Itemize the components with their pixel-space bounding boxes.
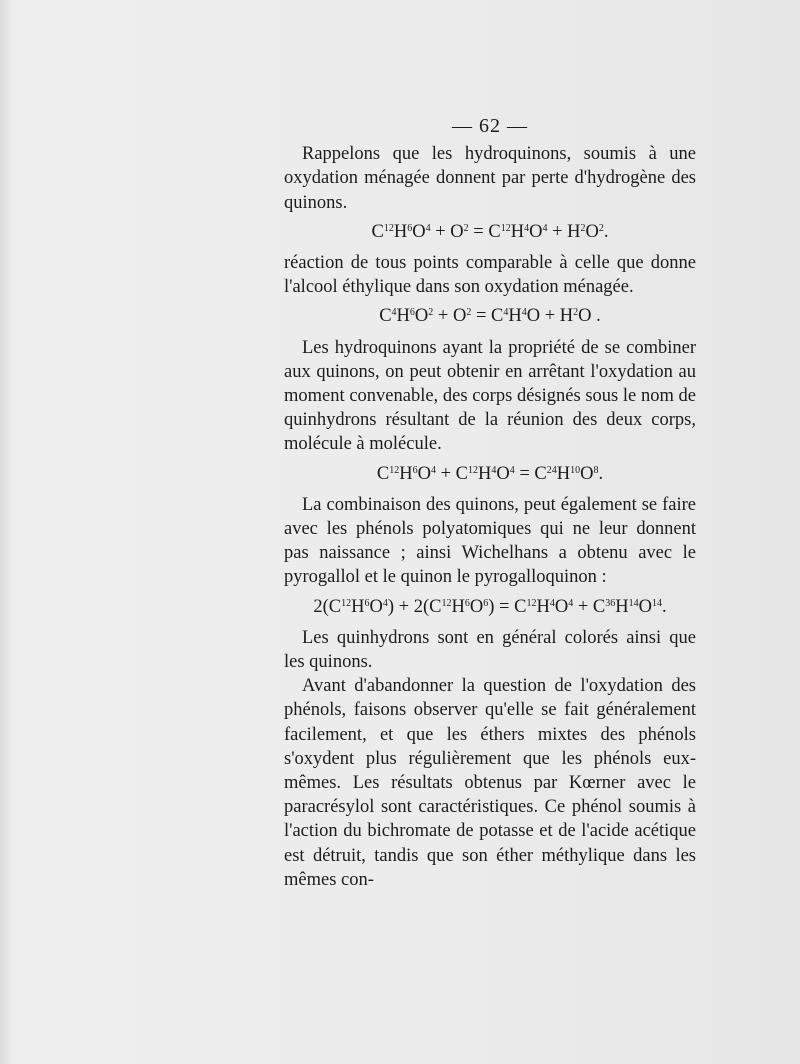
paragraph-3: Les hydroquinons ayant la propriété de se combiner aux quinons, on peut obtenir en arrêtant l'oxydation au moment convenable, des corps désignés sous le nom de quinhydrons résultant de la réunion des deux corps, molécule à molécule. — [284, 337, 696, 455]
formula-superscript: 4 — [568, 597, 574, 609]
formula-term: H — [615, 596, 629, 617]
formula-term: O — [554, 596, 569, 617]
formula-term: H — [536, 596, 550, 617]
formula-term: O + H — [526, 306, 574, 327]
formula-term: C — [379, 306, 392, 327]
formula-term: + O — [433, 306, 467, 327]
formula-superscript: 4 — [430, 464, 436, 476]
formula-superscript: 6 — [483, 597, 489, 609]
formula-superscript: 4 — [391, 307, 397, 319]
formula-term: H — [510, 221, 525, 242]
formula-superscript: 12 — [383, 222, 394, 234]
formula-superscript: 12 — [500, 222, 511, 234]
formula-superscript: 2 — [463, 222, 469, 234]
formula-superscript: 4 — [382, 597, 388, 609]
formula-superscript: 2 — [573, 307, 579, 319]
formula-superscript: 4 — [425, 222, 431, 234]
formula-superscript: 4 — [542, 222, 548, 234]
formula-superscript: 12 — [526, 597, 537, 609]
formula-term: + O — [430, 221, 464, 242]
formula-superscript: 4 — [549, 597, 555, 609]
formula-term: H — [351, 596, 365, 617]
formula-superscript: 2 — [466, 307, 472, 319]
formula-superscript: 2 — [598, 222, 604, 234]
paragraph-2: réaction de tous points comparable à celle que donne l'alcool éthylique dans son oxydation ménagée. — [284, 253, 696, 298]
formula-term: H — [451, 596, 465, 617]
formula-term: . — [598, 463, 604, 484]
formula-superscript: 6 — [409, 307, 415, 319]
formula-superscript: 14 — [628, 597, 639, 609]
formula-superscript: 12 — [389, 464, 400, 476]
formula-term: = C — [468, 221, 501, 242]
formula-term: ) = C — [488, 596, 527, 617]
formula-term: 2(C — [313, 596, 342, 617]
formula-term: H — [399, 463, 413, 484]
formula-term: C — [376, 463, 390, 484]
formula-superscript: 12 — [441, 597, 452, 609]
formula-term: . — [661, 596, 667, 617]
formula-term: + C — [435, 463, 468, 484]
formula-alcohol-oxidation — [284, 304, 696, 328]
paragraph-6: Avant d'abandonner la question de l'oxydation des phénols, faisons observer qu'elle se fait généralement facilement, et que les éthers mixtes des phénols s'oxydent plus régulièrement que les phénols eux-mêmes. Les résultats obtenus par Kœrner avec le paracrésylol sont caractéristiques. Ce phénol soumis à l'action du bichromate de potasse et de l'acide acétique est détruit, tandis que son éther méthylique dans les mêmes con- — [284, 676, 696, 890]
formula-term: O — [496, 463, 510, 484]
formula-term: ) + 2(C — [387, 596, 442, 617]
formula-superscript: 12 — [467, 464, 478, 476]
formula-superscript: 4 — [491, 464, 497, 476]
formula-superscript: 6 — [464, 597, 470, 609]
formula-term: = C — [514, 463, 547, 484]
formula-term: + H — [547, 221, 581, 242]
formula-superscript: 6 — [407, 222, 413, 234]
formula-superscript: 10 — [570, 464, 581, 476]
formula-term: O . — [578, 306, 601, 327]
formula-superscript: 4 — [509, 464, 515, 476]
formula-superscript: 2 — [428, 307, 434, 319]
formula-term: O — [412, 221, 426, 242]
formula-superscript: 4 — [524, 222, 530, 234]
formula-superscript: 6 — [364, 597, 370, 609]
text-block — [284, 114, 696, 892]
formula-superscript: 2 — [580, 222, 586, 234]
formula-superscript: 8 — [593, 464, 599, 476]
formula-term: O — [580, 463, 594, 484]
formula-term: + C — [573, 596, 606, 617]
page-number: — 62 — — [452, 115, 528, 137]
formula-term: O — [469, 596, 484, 617]
paragraph-4: La combinaison des quinons, peut également se faire avec les phénols polyatomiques qui ne leur donnent pas naissance ; ainsi Wichelhans a obtenu avec le pyrogallol et le quinon le pyrogalloquinon : — [284, 494, 696, 588]
formula-quinhydron — [284, 462, 696, 486]
formula-term: O — [585, 221, 599, 242]
formula-superscript: 4 — [503, 307, 509, 319]
formula-term: H — [477, 463, 492, 484]
paragraph-5: Les quinhydrons sont en général colorés ainsi que les quinons. — [284, 627, 696, 673]
paragraph-1: Rappelons que les hydroquinons, soumis à une oxydation ménagée donnent par perte d'hydrogène des quinons. — [284, 144, 696, 213]
formula-term: H — [508, 306, 522, 327]
formula-superscript: 24 — [546, 464, 557, 476]
formula-term: O — [369, 596, 383, 617]
formula-pyrogalloquinon — [284, 595, 696, 619]
formula-term: O — [638, 596, 652, 617]
formula-term: O — [417, 463, 431, 484]
formula-term: H — [556, 463, 571, 484]
formula-term: O — [414, 306, 429, 327]
formula-hydroquinon-oxidation — [284, 220, 696, 244]
formula-superscript: 4 — [521, 307, 527, 319]
formula-term: C — [371, 221, 384, 242]
formula-term: = C — [471, 306, 504, 327]
formula-superscript: 6 — [412, 464, 418, 476]
formula-superscript: 36 — [605, 597, 616, 609]
formula-superscript: 14 — [651, 597, 662, 609]
formula-term: . — [603, 221, 609, 242]
formula-term: O — [529, 221, 543, 242]
formula-term: H — [396, 306, 410, 327]
formula-term: H — [393, 221, 408, 242]
formula-superscript: 12 — [341, 597, 352, 609]
